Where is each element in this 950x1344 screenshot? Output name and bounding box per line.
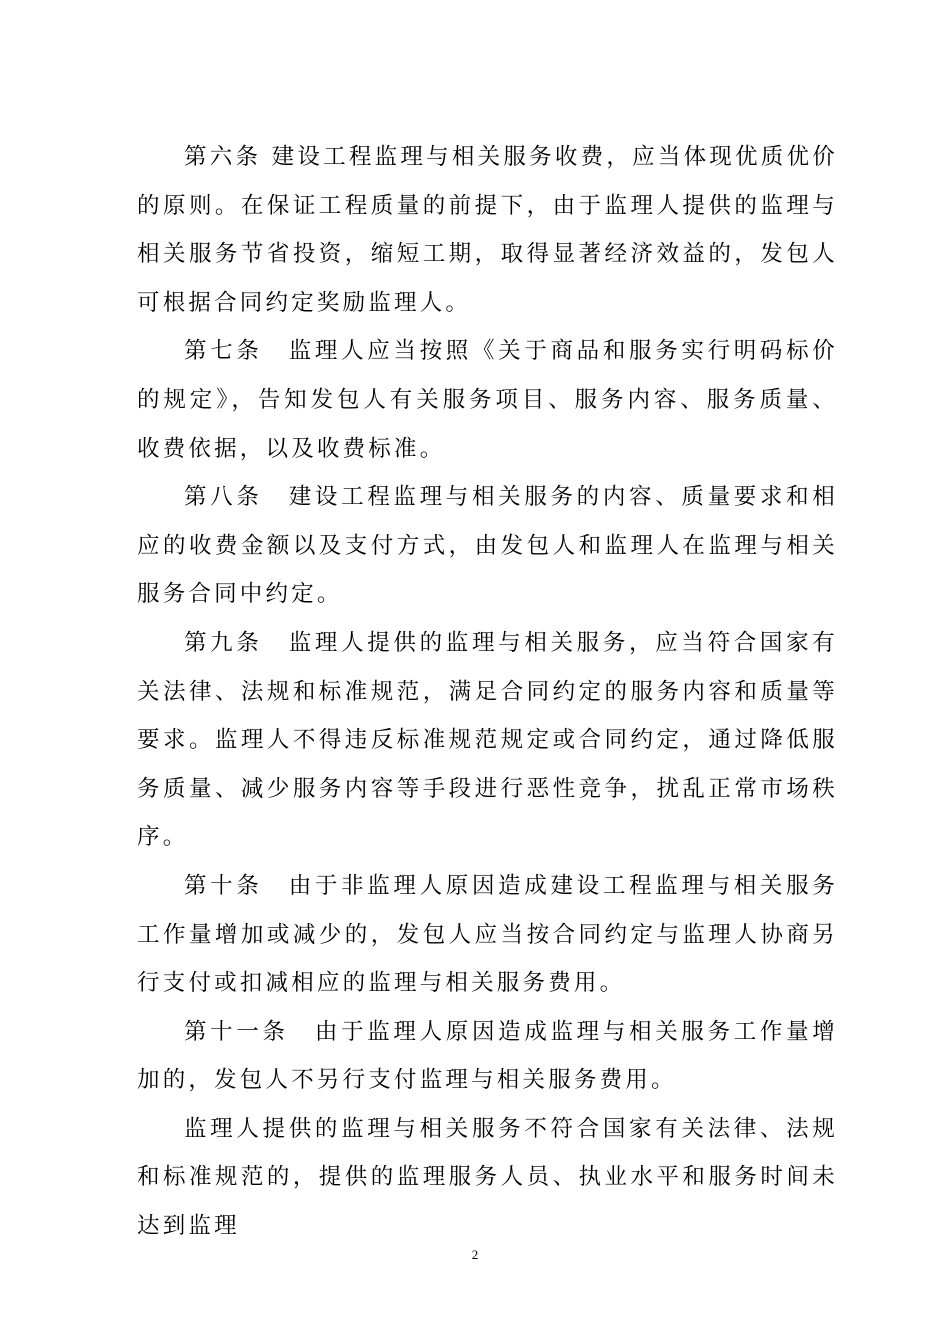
article-9-paragraph: 第九条 监理人提供的监理与相关服务，应当符合国家有关法律、法规和标准规范，满足合同约定的服务内容和质量等要求。监理人不得违反标准规范规定或合同约定，通过降低服务质量、减少服务内容等手段进行恶性竞争，扰乱正常市场秩序。 [137,629,838,851]
article-10-paragraph: 第十条 由于非监理人原因造成建设工程监理与相关服务工作量增加或减少的，发包人应当按合同约定与监理人协商另行支付或扣减相应的监理与相关服务费用。 [137,872,838,997]
article-8-paragraph: 第八条 建设工程监理与相关服务的内容、质量要求和相应的收费金额以及支付方式，由发包人和监理人在监理与相关服务合同中约定。 [137,484,838,608]
article-11-continuation-paragraph: 监理人提供的监理与相关服务不符合国家有关法律、法规和标准规范的，提供的监理服务人员、执业水平和服务时间未达到监理 [137,1115,838,1240]
article-11-paragraph: 第十一条 由于监理人原因造成监理与相关服务工作量增加的，发包人不另行支付监理与相关服务费用。 [137,1018,838,1094]
article-6-paragraph: 第六条 建设工程监理与相关服务收费，应当体现优质优价的原则。在保证工程质量的前提下，由于监理人提供的监理与相关服务节省投资，缩短工期，取得显著经济效益的，发包人可根据合同约定奖励监理人。 [137,144,838,316]
document-body [137,133,838,1251]
article-7-paragraph: 第七条 监理人应当按照《关于商品和服务实行明码标价的规定》，告知发包人有关服务项目、服务内容、服务质量、收费依据，以及收费标准。 [137,338,838,462]
page-number: 2 [471,1247,479,1262]
